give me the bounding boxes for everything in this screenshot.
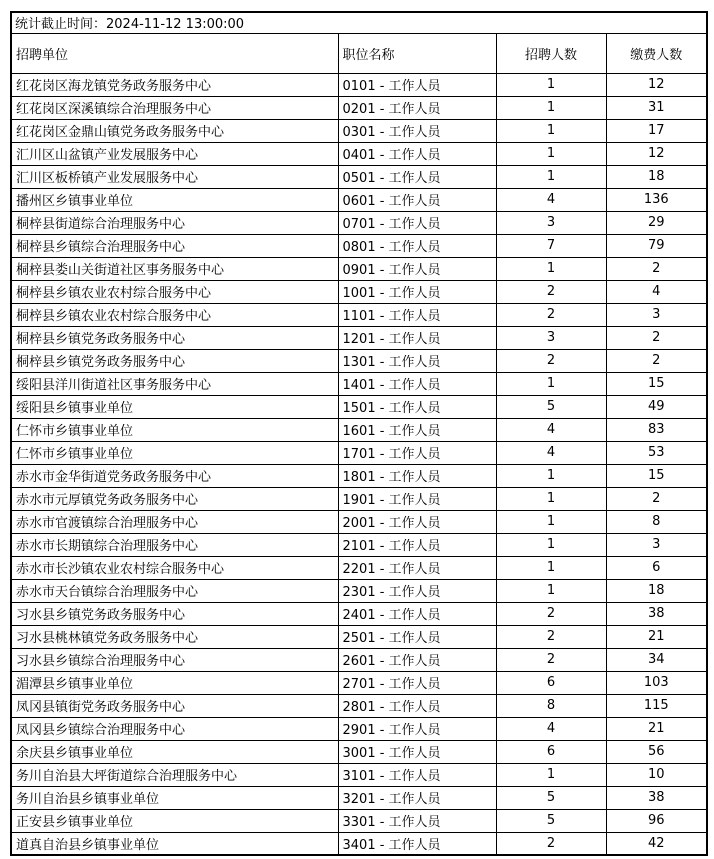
position-cell: 2801 - 工作人员 xyxy=(338,694,496,717)
recruit-count-cell: 1 xyxy=(496,119,606,142)
paid-count-cell: 6 xyxy=(606,556,707,579)
unit-cell: 凤冈县镇街党务政务服务中心 xyxy=(11,694,338,717)
unit-cell: 习水县桃林镇党务政务服务中心 xyxy=(11,625,338,648)
position-cell: 3101 - 工作人员 xyxy=(338,763,496,786)
unit-cell: 桐梓县乡镇综合治理服务中心 xyxy=(11,234,338,257)
unit-cell: 赤水市金华街道党务政务服务中心 xyxy=(11,464,338,487)
stats-cutoff-row xyxy=(11,12,707,33)
table-row xyxy=(11,73,707,96)
recruit-count-cell: 4 xyxy=(496,188,606,211)
position-cell: 1301 - 工作人员 xyxy=(338,349,496,372)
paid-count-cell: 3 xyxy=(606,303,707,326)
unit-cell: 桐梓县街道综合治理服务中心 xyxy=(11,211,338,234)
recruit-count-cell: 1 xyxy=(496,763,606,786)
position-cell: 2901 - 工作人员 xyxy=(338,717,496,740)
paid-count-cell: 49 xyxy=(606,395,707,418)
recruit-count-cell: 3 xyxy=(496,326,606,349)
unit-cell: 赤水市长期镇综合治理服务中心 xyxy=(11,533,338,556)
position-cell: 0201 - 工作人员 xyxy=(338,96,496,119)
recruit-count-cell: 2 xyxy=(496,625,606,648)
paid-count-cell: 103 xyxy=(606,671,707,694)
table-row xyxy=(11,326,707,349)
unit-cell: 赤水市元厚镇党务政务服务中心 xyxy=(11,487,338,510)
recruit-count-cell: 5 xyxy=(496,395,606,418)
table-row xyxy=(11,740,707,763)
recruit-count-cell: 4 xyxy=(496,418,606,441)
recruit-count-cell: 2 xyxy=(496,303,606,326)
paid-count-cell: 3 xyxy=(606,533,707,556)
unit-cell: 道真自治县乡镇事业单位 xyxy=(11,832,338,855)
table-row xyxy=(11,418,707,441)
table-row xyxy=(11,464,707,487)
position-cell: 1801 - 工作人员 xyxy=(338,464,496,487)
position-cell: 0801 - 工作人员 xyxy=(338,234,496,257)
position-cell: 2101 - 工作人员 xyxy=(338,533,496,556)
unit-cell: 绥阳县乡镇事业单位 xyxy=(11,395,338,418)
recruit-count-cell: 5 xyxy=(496,809,606,832)
position-cell: 0601 - 工作人员 xyxy=(338,188,496,211)
recruit-count-cell: 1 xyxy=(496,257,606,280)
unit-cell: 务川自治县乡镇事业单位 xyxy=(11,786,338,809)
position-cell: 2201 - 工作人员 xyxy=(338,556,496,579)
recruit-count-cell: 1 xyxy=(496,142,606,165)
position-cell: 1201 - 工作人员 xyxy=(338,326,496,349)
paid-count-cell: 15 xyxy=(606,372,707,395)
table-row xyxy=(11,96,707,119)
unit-cell: 桐梓县乡镇农业农村综合服务中心 xyxy=(11,303,338,326)
recruit-count-cell: 1 xyxy=(496,73,606,96)
recruit-count-cell: 1 xyxy=(496,165,606,188)
table-row xyxy=(11,303,707,326)
table-row xyxy=(11,372,707,395)
paid-count-cell: 10 xyxy=(606,763,707,786)
recruit-count-cell: 1 xyxy=(496,372,606,395)
paid-count-cell: 12 xyxy=(606,73,707,96)
paid-count-cell: 21 xyxy=(606,625,707,648)
table-row xyxy=(11,717,707,740)
unit-cell: 仁怀市乡镇事业单位 xyxy=(11,441,338,464)
unit-cell: 余庆县乡镇事业单位 xyxy=(11,740,338,763)
position-cell: 0701 - 工作人员 xyxy=(338,211,496,234)
unit-cell: 正安县乡镇事业单位 xyxy=(11,809,338,832)
paid-count-cell: 2 xyxy=(606,487,707,510)
paid-count-cell: 2 xyxy=(606,349,707,372)
position-cell: 2401 - 工作人员 xyxy=(338,602,496,625)
table-row xyxy=(11,809,707,832)
recruit-count-cell: 7 xyxy=(496,234,606,257)
position-cell: 1701 - 工作人员 xyxy=(338,441,496,464)
column-header-paid-count: 缴费人数 xyxy=(606,33,707,73)
table-row xyxy=(11,763,707,786)
paid-count-cell: 12 xyxy=(606,142,707,165)
paid-count-cell: 96 xyxy=(606,809,707,832)
column-header-recruit-count: 招聘人数 xyxy=(496,33,606,73)
position-cell: 0501 - 工作人员 xyxy=(338,165,496,188)
table-row xyxy=(11,625,707,648)
position-cell: 1001 - 工作人员 xyxy=(338,280,496,303)
recruit-count-cell: 2 xyxy=(496,832,606,855)
recruit-count-cell: 2 xyxy=(496,648,606,671)
table-row xyxy=(11,487,707,510)
unit-cell: 红花岗区金鼎山镇党务政务服务中心 xyxy=(11,119,338,142)
paid-count-cell: 42 xyxy=(606,832,707,855)
unit-cell: 红花岗区海龙镇党务政务服务中心 xyxy=(11,73,338,96)
position-cell: 1401 - 工作人员 xyxy=(338,372,496,395)
position-cell: 1101 - 工作人员 xyxy=(338,303,496,326)
paid-count-cell: 38 xyxy=(606,786,707,809)
unit-cell: 仁怀市乡镇事业单位 xyxy=(11,418,338,441)
recruit-count-cell: 8 xyxy=(496,694,606,717)
position-cell: 0101 - 工作人员 xyxy=(338,73,496,96)
table-body xyxy=(11,73,707,855)
paid-count-cell: 2 xyxy=(606,326,707,349)
recruit-count-cell: 4 xyxy=(496,441,606,464)
position-cell: 2701 - 工作人员 xyxy=(338,671,496,694)
position-cell: 3001 - 工作人员 xyxy=(338,740,496,763)
position-cell: 1501 - 工作人员 xyxy=(338,395,496,418)
paid-count-cell: 29 xyxy=(606,211,707,234)
recruit-count-cell: 6 xyxy=(496,671,606,694)
table-row xyxy=(11,119,707,142)
table-header-row xyxy=(11,33,707,73)
unit-cell: 桐梓县乡镇农业农村综合服务中心 xyxy=(11,280,338,303)
unit-cell: 赤水市天台镇综合治理服务中心 xyxy=(11,579,338,602)
recruit-count-cell: 1 xyxy=(496,510,606,533)
table-row xyxy=(11,832,707,855)
table-row xyxy=(11,188,707,211)
table-row xyxy=(11,441,707,464)
paid-count-cell: 34 xyxy=(606,648,707,671)
position-cell: 3301 - 工作人员 xyxy=(338,809,496,832)
table-row xyxy=(11,211,707,234)
position-cell: 0401 - 工作人员 xyxy=(338,142,496,165)
paid-count-cell: 8 xyxy=(606,510,707,533)
recruit-count-cell: 6 xyxy=(496,740,606,763)
recruit-count-cell: 1 xyxy=(496,556,606,579)
position-cell: 0301 - 工作人员 xyxy=(338,119,496,142)
table-row xyxy=(11,648,707,671)
paid-count-cell: 56 xyxy=(606,740,707,763)
paid-count-cell: 38 xyxy=(606,602,707,625)
position-cell: 0901 - 工作人员 xyxy=(338,257,496,280)
unit-cell: 习水县乡镇党务政务服务中心 xyxy=(11,602,338,625)
recruit-count-cell: 2 xyxy=(496,602,606,625)
position-cell: 3201 - 工作人员 xyxy=(338,786,496,809)
position-cell: 3401 - 工作人员 xyxy=(338,832,496,855)
recruit-count-cell: 1 xyxy=(496,579,606,602)
stats-cutoff-banner: 统计截止时间：2024-11-12 13:00:00 xyxy=(11,12,707,33)
paid-count-cell: 79 xyxy=(606,234,707,257)
unit-cell: 汇川区山盆镇产业发展服务中心 xyxy=(11,142,338,165)
paid-count-cell: 4 xyxy=(606,280,707,303)
paid-count-cell: 15 xyxy=(606,464,707,487)
recruitment-stats-table xyxy=(10,11,708,856)
unit-cell: 务川自治县大坪街道综合治理服务中心 xyxy=(11,763,338,786)
recruit-count-cell: 4 xyxy=(496,717,606,740)
unit-cell: 赤水市长沙镇农业农村综合服务中心 xyxy=(11,556,338,579)
paid-count-cell: 18 xyxy=(606,165,707,188)
unit-cell: 赤水市官渡镇综合治理服务中心 xyxy=(11,510,338,533)
position-cell: 2501 - 工作人员 xyxy=(338,625,496,648)
recruit-count-cell: 1 xyxy=(496,464,606,487)
column-header-unit: 招聘单位 xyxy=(11,33,338,73)
unit-cell: 桐梓县乡镇党务政务服务中心 xyxy=(11,349,338,372)
table-row xyxy=(11,671,707,694)
unit-cell: 播州区乡镇事业单位 xyxy=(11,188,338,211)
paid-count-cell: 31 xyxy=(606,96,707,119)
recruit-count-cell: 1 xyxy=(496,487,606,510)
table-row xyxy=(11,257,707,280)
table-row xyxy=(11,349,707,372)
position-cell: 2001 - 工作人员 xyxy=(338,510,496,533)
recruit-count-cell: 2 xyxy=(496,349,606,372)
table-row xyxy=(11,280,707,303)
unit-cell: 汇川区板桥镇产业发展服务中心 xyxy=(11,165,338,188)
column-header-position: 职位名称 xyxy=(338,33,496,73)
paid-count-cell: 17 xyxy=(606,119,707,142)
unit-cell: 绥阳县洋川街道社区事务服务中心 xyxy=(11,372,338,395)
recruit-count-cell: 1 xyxy=(496,96,606,119)
table-row xyxy=(11,533,707,556)
paid-count-cell: 83 xyxy=(606,418,707,441)
recruit-count-cell: 1 xyxy=(496,533,606,556)
unit-cell: 红花岗区深溪镇综合治理服务中心 xyxy=(11,96,338,119)
table-row xyxy=(11,510,707,533)
table-row xyxy=(11,165,707,188)
paid-count-cell: 136 xyxy=(606,188,707,211)
table-row xyxy=(11,694,707,717)
paid-count-cell: 115 xyxy=(606,694,707,717)
unit-cell: 桐梓县娄山关街道社区事务服务中心 xyxy=(11,257,338,280)
recruit-count-cell: 2 xyxy=(496,280,606,303)
position-cell: 2601 - 工作人员 xyxy=(338,648,496,671)
table-row xyxy=(11,602,707,625)
paid-count-cell: 2 xyxy=(606,257,707,280)
unit-cell: 凤冈县乡镇综合治理服务中心 xyxy=(11,717,338,740)
paid-count-cell: 18 xyxy=(606,579,707,602)
position-cell: 1601 - 工作人员 xyxy=(338,418,496,441)
paid-count-cell: 53 xyxy=(606,441,707,464)
table-row xyxy=(11,556,707,579)
table-row xyxy=(11,234,707,257)
paid-count-cell: 21 xyxy=(606,717,707,740)
recruit-count-cell: 3 xyxy=(496,211,606,234)
position-cell: 2301 - 工作人员 xyxy=(338,579,496,602)
table-row xyxy=(11,142,707,165)
table-row xyxy=(11,579,707,602)
table-row xyxy=(11,395,707,418)
unit-cell: 桐梓县乡镇党务政务服务中心 xyxy=(11,326,338,349)
recruit-count-cell: 5 xyxy=(496,786,606,809)
unit-cell: 湄潭县乡镇事业单位 xyxy=(11,671,338,694)
table-row xyxy=(11,786,707,809)
unit-cell: 习水县乡镇综合治理服务中心 xyxy=(11,648,338,671)
position-cell: 1901 - 工作人员 xyxy=(338,487,496,510)
